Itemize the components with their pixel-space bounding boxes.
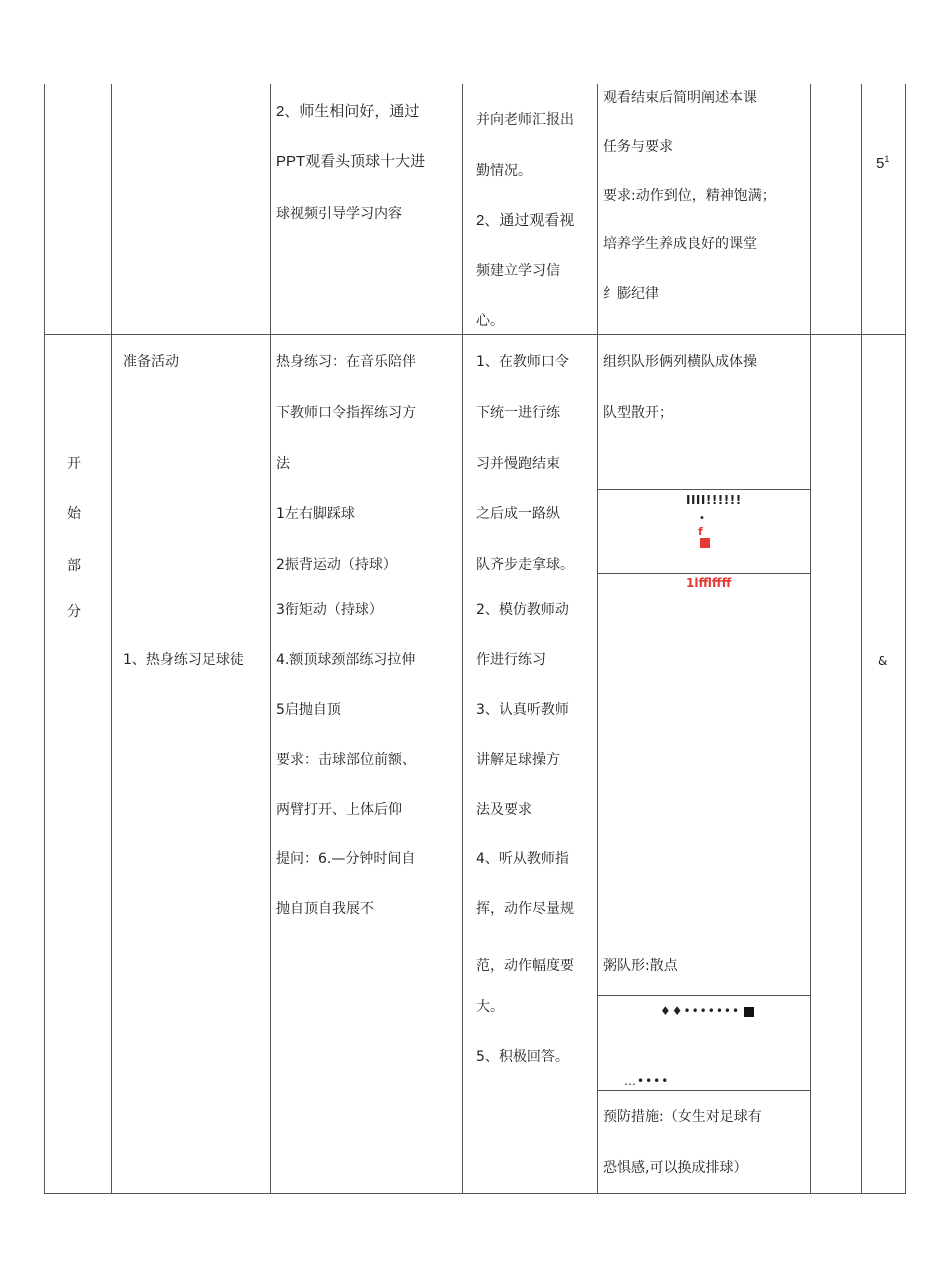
content-line: 热身练习：在音乐陪伴 (276, 354, 416, 370)
content-line: 3衔矩动（持球） (276, 602, 383, 618)
organization-line: 恐惧感,可以换成排球） (603, 1160, 748, 1176)
content-line: 下教师口令指挥练习方 (276, 405, 416, 421)
column-divider (597, 84, 598, 1194)
organization-line: 培养学生养成良好的课堂 (603, 236, 757, 252)
time-symbol: & (878, 654, 888, 668)
content-line: 法 (276, 456, 290, 472)
organization-line: 预防措施:（女生对足球有 (603, 1109, 762, 1125)
student-line: 法及要求 (476, 802, 532, 818)
student-line: 3、认真听教师 (476, 702, 569, 718)
column-divider (462, 84, 463, 1194)
scatter-dots-row (660, 1004, 754, 1018)
student-line: 心。 (476, 313, 504, 329)
student-line: 1、在教师口令 (476, 354, 569, 370)
organization-line: 队型散开； (603, 405, 673, 421)
content-line: 提问：6.—分钟时间自 (276, 851, 416, 867)
formation-row-marks-red: 1lfflffff (686, 576, 732, 590)
student-line: 范，动作幅度要 (476, 958, 574, 974)
organization-line: 组织队形俩列横队成体操 (603, 354, 757, 370)
row-divider (44, 334, 906, 335)
organization-line: 观看结束后简明阐述本课 (603, 90, 757, 106)
organization-line: 任务与要求 (603, 139, 673, 155)
student-line: 2、模仿教师动 (476, 602, 569, 618)
scatter-dots-text: ♦♦••••••• (660, 1004, 741, 1018)
cell-divider (597, 995, 811, 996)
task-title: 准备活动 (123, 354, 179, 370)
formation-caption: 粥队形:散点 (603, 958, 678, 974)
teacher-square-icon (744, 1007, 754, 1017)
student-line: 4、听从教师指 (476, 851, 569, 867)
section-label-char: 部 (67, 558, 81, 574)
column-divider (861, 84, 862, 1194)
student-line: 挥，动作尽量规 (476, 901, 574, 917)
column-divider (270, 84, 271, 1194)
column-divider (111, 84, 112, 1194)
formation-center-dot: • (699, 513, 705, 524)
time-value: $5^1$ (876, 154, 890, 172)
student-line: 习并慢跑结束 (476, 456, 560, 472)
teacher-mark: f (698, 525, 703, 538)
student-line: 讲解足球操方 (476, 752, 560, 768)
student-line: 大。 (476, 999, 504, 1015)
cell-divider (597, 1090, 811, 1091)
content-line: 2、师生相问好，通过 (276, 103, 420, 120)
table-border-bottom (44, 1193, 906, 1194)
student-line: 勤情况。 (476, 163, 532, 179)
content-line: 5启抛自顶 (276, 702, 341, 718)
table-border-left (44, 84, 45, 1194)
content-line: 两臂打开、上体后仰 (276, 802, 402, 818)
student-line: 之后成一路纵 (476, 506, 560, 522)
student-line: 下统一进行练 (476, 405, 560, 421)
task-item: 1、热身练习足球徒 (123, 652, 244, 668)
section-label-char: 分 (67, 604, 81, 620)
formation-row-marks: IIII!!!!!! (686, 493, 742, 507)
cell-divider (597, 489, 811, 490)
organization-line: 纟膨纪律 (603, 286, 659, 302)
content-line: 4.额顶球颈部练习拉伸 (276, 652, 416, 668)
scatter-dots-row: …•••• (624, 1074, 670, 1088)
student-line: 队齐步走拿球。 (476, 557, 574, 573)
content-line: 2振背运动（持球） (276, 557, 397, 573)
section-label-char: 始 (67, 506, 81, 522)
content-line: PPT观看头顶球十大进 (276, 153, 426, 170)
student-line: 并向老师汇报出 (476, 112, 574, 128)
student-line: 作进行练习 (476, 652, 546, 668)
table-border-right (905, 84, 906, 1194)
content-line: 要求：击球部位前额、 (276, 752, 416, 768)
content-line: 球视频引导学习内容 (276, 206, 402, 222)
teacher-square-icon (700, 538, 710, 548)
content-line: 抛自顶自我展不 (276, 901, 374, 917)
student-line: 2、通过观看视 (476, 212, 575, 229)
student-line: 频建立学习信 (476, 263, 560, 279)
column-divider (810, 84, 811, 1194)
content-line: 1左右脚踩球 (276, 506, 355, 522)
section-label-char: 开 (67, 456, 81, 472)
student-line: 5、积极回答。 (476, 1049, 569, 1065)
organization-line: 要求:动作到位，精神饱满； (603, 188, 776, 204)
